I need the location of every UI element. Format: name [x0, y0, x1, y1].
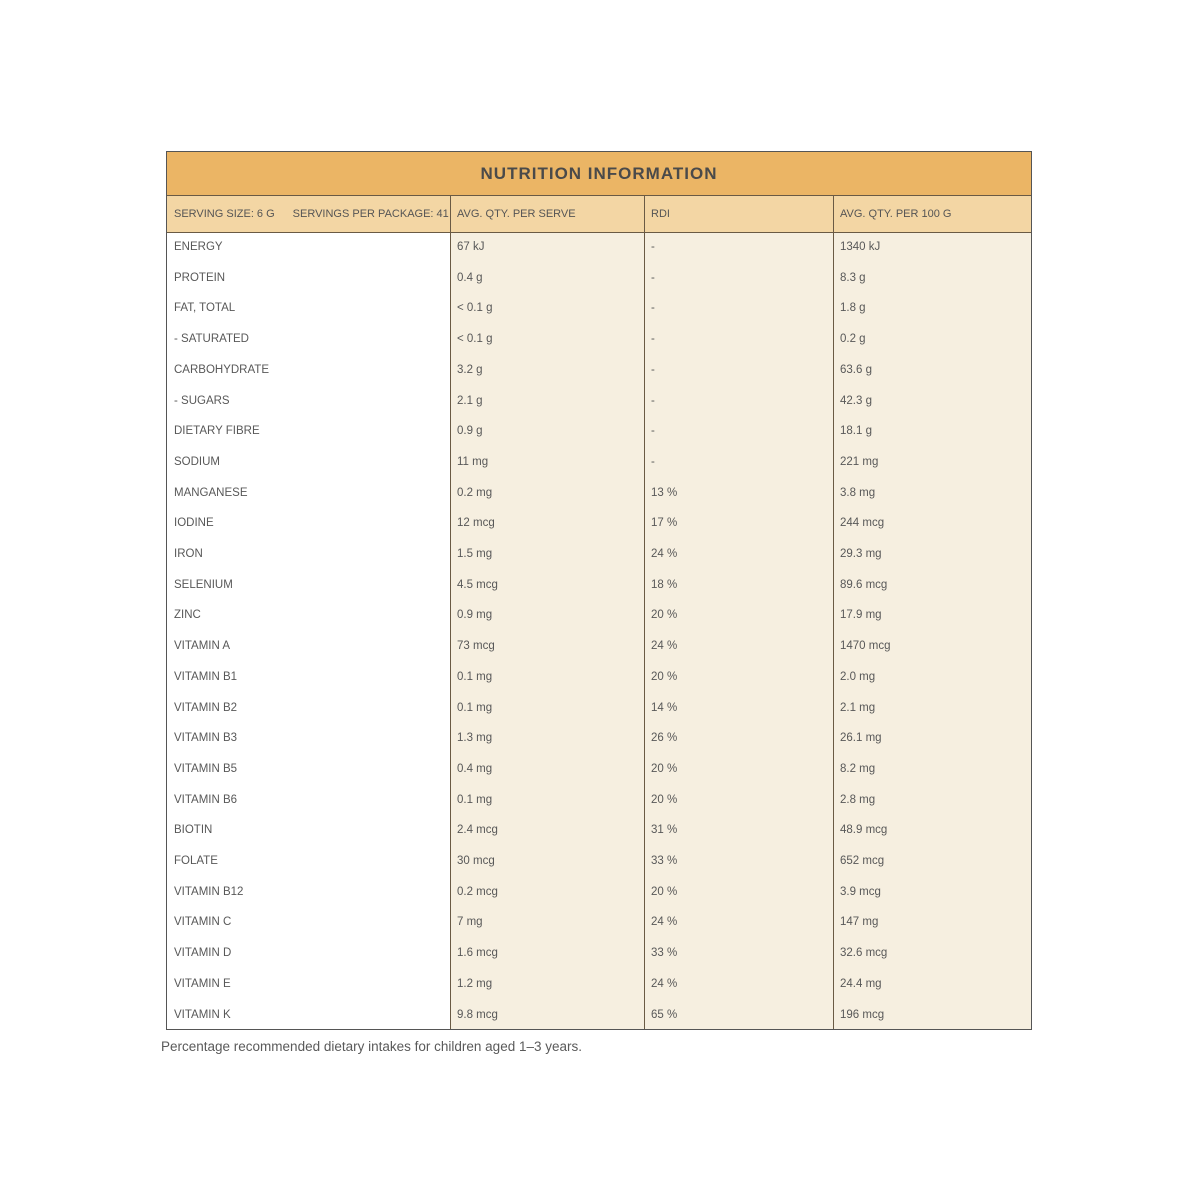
rdi-value: - [651, 455, 655, 468]
table-row [167, 693, 1031, 723]
per-serve-value: 0.2 mcg [457, 885, 498, 898]
per-serve-value: 4.5 mcg [457, 578, 498, 591]
per-serve-value: 1.5 mg [457, 548, 493, 560]
table-row [167, 907, 1031, 937]
table-row [167, 785, 1031, 815]
nutrient-name: VITAMIN C [174, 916, 232, 929]
per-100g-value: 0.2 g [840, 333, 866, 346]
rdi-value: 24 % [651, 640, 678, 653]
table-row [167, 293, 1031, 323]
per-100g-value: 3.8 mg [840, 486, 876, 499]
per-serve-value: < 0.1 g [457, 333, 493, 346]
per-serve-value: 9.8 mcg [457, 1008, 498, 1021]
nutrient-name: IRON [174, 548, 203, 560]
per-100g-value: 1340 kJ [840, 241, 881, 253]
nutrient-name: VITAMIN A [174, 640, 231, 653]
nutrient-name: VITAMIN B1 [174, 670, 238, 683]
nutrient-name: SELENIUM [174, 578, 233, 591]
rdi-value: 18 % [651, 578, 678, 591]
per-100g-value: 652 mcg [840, 855, 885, 867]
table-row [167, 355, 1031, 385]
per-serve-value: 12 mcg [457, 517, 495, 530]
rdi-value: - [651, 363, 655, 376]
table-row [167, 815, 1031, 845]
per-serve-value: 7 mg [457, 916, 483, 929]
per-serve-value: 0.1 mg [457, 701, 493, 714]
nutrient-name: IODINE [174, 517, 214, 530]
per-100g-value: 3.9 mcg [840, 885, 881, 898]
nutrient-name: ZINC [174, 609, 201, 622]
rdi-value: 17 % [651, 517, 678, 530]
rdi-value: - [651, 302, 655, 315]
per-serve-value: 1.6 mcg [457, 947, 498, 960]
footnote: Percentage recommended dietary intakes for children aged 1–3 years. [161, 1039, 582, 1054]
table-row [167, 969, 1031, 999]
rdi-value: 33 % [651, 855, 678, 867]
nutrient-name: VITAMIN B3 [174, 732, 238, 745]
rdi-value: 26 % [651, 732, 678, 745]
rdi-value: - [651, 241, 655, 253]
rdi-value: 20 % [651, 609, 678, 622]
nutrient-name: VITAMIN K [174, 1008, 231, 1021]
serving-size: SERVING SIZE: 6 G [174, 208, 275, 220]
table-row [167, 232, 1031, 262]
header-per-100g: AVG. QTY. PER 100 G [840, 208, 952, 220]
rdi-value: 14 % [651, 701, 678, 714]
per-serve-value: < 0.1 g [457, 302, 493, 315]
nutrient-name: VITAMIN B12 [174, 885, 244, 898]
rdi-value: - [651, 333, 655, 346]
per-100g-value: 2.0 mg [840, 670, 876, 683]
rdi-value: 24 % [651, 977, 678, 990]
nutrient-name: VITAMIN E [174, 977, 231, 990]
rdi-value: - [651, 271, 655, 284]
table-row [167, 416, 1031, 446]
per-serve-value: 73 mcg [457, 640, 495, 653]
rdi-value: - [651, 394, 655, 407]
per-100g-value: 89.6 mcg [840, 578, 888, 591]
table-row [167, 324, 1031, 354]
nutrient-name: FOLATE [174, 855, 218, 867]
per-100g-value: 2.8 mg [840, 793, 876, 806]
nutrient-name: - SUGARS [174, 394, 230, 407]
per-serve-value: 0.2 mg [457, 486, 493, 499]
nutrient-name: VITAMIN B5 [174, 762, 238, 775]
table-row [167, 754, 1031, 784]
table-row [167, 508, 1031, 538]
nutrient-name: FAT, TOTAL [174, 302, 236, 315]
table-row [167, 447, 1031, 477]
rdi-value: 20 % [651, 670, 678, 683]
per-100g-value: 1.8 g [840, 302, 866, 315]
table-row [167, 723, 1031, 753]
per-serve-value: 0.9 mg [457, 609, 493, 622]
header-rdi: RDI [651, 208, 670, 220]
rdi-value: 20 % [651, 885, 678, 898]
table-row [167, 662, 1031, 692]
rdi-value: 33 % [651, 947, 678, 960]
rdi-value: 20 % [651, 793, 678, 806]
table-row [167, 570, 1031, 600]
nutrient-name: BIOTIN [174, 824, 213, 837]
table-row [167, 1000, 1031, 1030]
per-serve-value: 0.1 mg [457, 670, 493, 683]
per-serve-value: 1.3 mg [457, 732, 493, 745]
nutrient-name: SODIUM [174, 455, 220, 468]
per-100g-value: 32.6 mcg [840, 947, 888, 960]
per-100g-value: 48.9 mcg [840, 824, 888, 837]
rdi-value: 24 % [651, 916, 678, 929]
per-serve-value: 0.1 mg [457, 793, 493, 806]
per-serve-value: 1.2 mg [457, 977, 493, 990]
table-row [167, 386, 1031, 416]
table-row [167, 539, 1031, 569]
nutrient-name: VITAMIN B6 [174, 793, 238, 806]
nutrient-name: ENERGY [174, 241, 223, 253]
per-100g-value: 221 mg [840, 455, 879, 468]
per-serve-value: 3.2 g [457, 363, 483, 376]
nutrient-name: DIETARY FIBRE [174, 425, 260, 438]
nutrient-name: MANGANESE [174, 486, 248, 499]
table-row [167, 846, 1031, 876]
per-serve-value: 30 mcg [457, 855, 495, 867]
per-100g-value: 26.1 mg [840, 732, 882, 745]
serving-info [174, 196, 449, 232]
per-100g-value: 147 mg [840, 916, 879, 929]
per-serve-value: 0.4 g [457, 271, 483, 284]
per-100g-value: 17.9 mg [840, 609, 882, 622]
nutrition-table [166, 151, 1032, 1030]
rdi-value: 20 % [651, 762, 678, 775]
per-100g-value: 1470 mcg [840, 640, 891, 653]
per-100g-value: 29.3 mg [840, 548, 882, 560]
table-row [167, 631, 1031, 661]
servings-per-package: SERVINGS PER PACKAGE: 41 [292, 208, 449, 220]
rdi-value: 13 % [651, 486, 678, 499]
per-serve-value: 0.9 g [457, 425, 483, 438]
per-100g-value: 196 mcg [840, 1008, 885, 1021]
nutrient-name: CARBOHYDRATE [174, 363, 269, 376]
nutrient-name: - SATURATED [174, 333, 249, 346]
per-serve-value: 67 kJ [457, 241, 485, 253]
table-row [167, 263, 1031, 293]
rdi-value: 31 % [651, 824, 678, 837]
nutrient-name: VITAMIN B2 [174, 701, 238, 714]
per-serve-value: 2.4 mcg [457, 824, 498, 837]
per-serve-value: 2.1 g [457, 394, 483, 407]
nutrient-name: VITAMIN D [174, 947, 232, 960]
table-row [167, 600, 1031, 630]
rdi-value: 65 % [651, 1008, 678, 1021]
per-100g-value: 18.1 g [840, 425, 872, 438]
table-title: NUTRITION INFORMATION [167, 152, 1031, 196]
rdi-value: 24 % [651, 548, 678, 560]
per-100g-value: 8.2 mg [840, 762, 876, 775]
per-100g-value: 24.4 mg [840, 977, 882, 990]
per-serve-value: 11 mg [457, 455, 489, 468]
per-serve-value: 0.4 mg [457, 762, 493, 775]
per-100g-value: 2.1 mg [840, 701, 876, 714]
table-row [167, 938, 1031, 968]
per-100g-value: 8.3 g [840, 271, 866, 284]
table-row [167, 478, 1031, 508]
per-100g-value: 244 mcg [840, 517, 885, 530]
per-100g-value: 42.3 g [840, 394, 872, 407]
per-100g-value: 63.6 g [840, 363, 872, 376]
rdi-value: - [651, 425, 655, 438]
nutrient-name: PROTEIN [174, 271, 226, 284]
header-per-serve: AVG. QTY. PER SERVE [457, 208, 576, 220]
table-row [167, 877, 1031, 907]
